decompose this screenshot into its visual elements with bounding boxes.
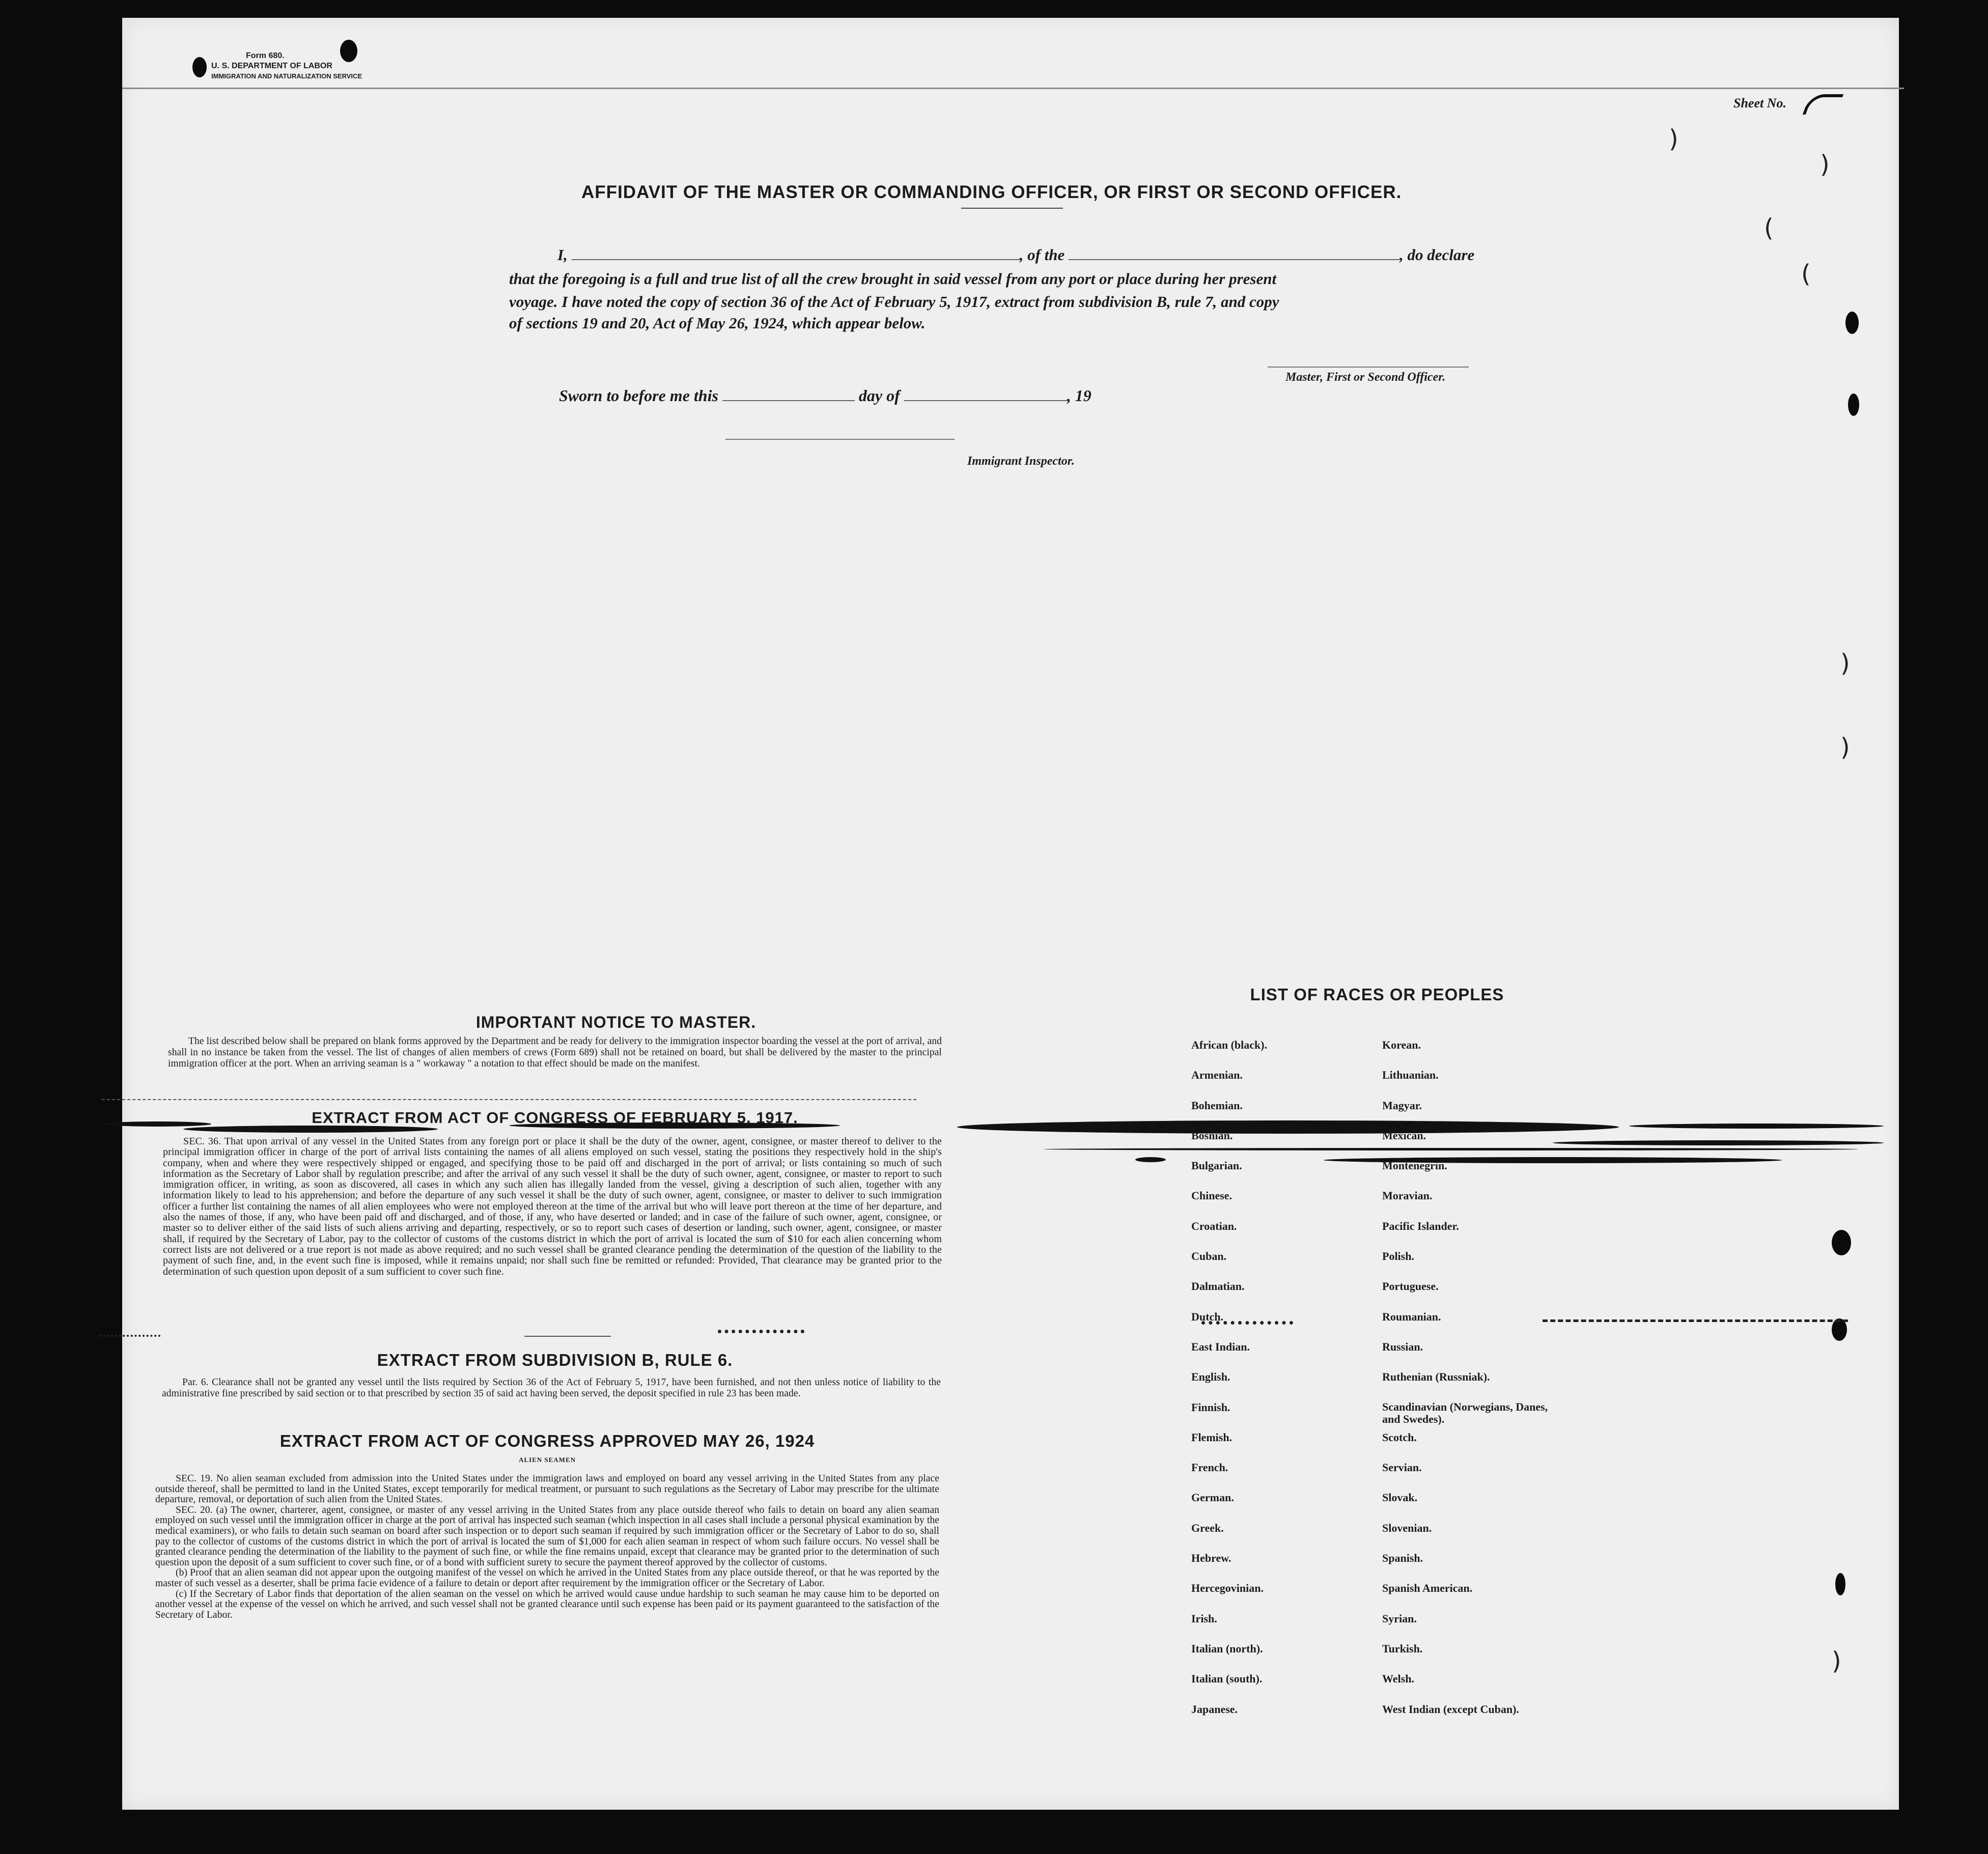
- race-item: Chinese.: [1191, 1189, 1233, 1202]
- form-header: [211, 51, 364, 81]
- race-item: Montenegrin.: [1382, 1159, 1447, 1172]
- vessel-name-field[interactable]: [1069, 256, 1399, 260]
- races-left-column: [1191, 1038, 1375, 1733]
- title-underline: [961, 208, 1063, 209]
- race-item: Croatian.: [1191, 1219, 1237, 1232]
- sec20c-text: (c) If the Secretary of Labor finds that deportation of the alien seaman on the vessel on which he arrived would cause undue hardship to such seaman he may cause him to be deported on another vessel at the expense of the vessel on which he arrived, and such vessel shall not be granted clearance until such expense has been paid or its payment guaranteed to the satisfaction of the Secretary of Labor.: [155, 1588, 939, 1620]
- race-item: Welsh.: [1382, 1672, 1414, 1686]
- extract-1917-body: [163, 1136, 942, 1277]
- race-item: Korean.: [1382, 1038, 1421, 1051]
- race-item: Portuguese.: [1382, 1280, 1439, 1293]
- binder-mark: ): [1820, 150, 1830, 179]
- races-title: LIST OF RACES OR PEOPLES: [1250, 985, 1504, 1004]
- dotted-tear: [99, 1335, 160, 1338]
- race-item: Flemish.: [1191, 1430, 1233, 1444]
- race-item: Scandinavian (Norwegians, Danes, and Swedes).: [1382, 1400, 1548, 1425]
- punch-hole: [1832, 1230, 1851, 1255]
- race-item: Servian.: [1382, 1461, 1422, 1474]
- race-item: East Indian.: [1191, 1340, 1250, 1353]
- race-item: Slovak.: [1382, 1491, 1418, 1504]
- race-item: Japanese.: [1191, 1702, 1238, 1716]
- races-right-column: [1382, 1038, 1555, 1733]
- race-item: Slovenian.: [1382, 1521, 1432, 1534]
- binder-mark: ): [1840, 649, 1850, 678]
- punch-hole: [1845, 312, 1859, 334]
- notice-body: [168, 1036, 942, 1070]
- section-divider: [524, 1336, 611, 1337]
- extract-1924-title: EXTRACT FROM ACT OF CONGRESS APPROVED MAY 26, 1924: [279, 1431, 815, 1450]
- form-number: Form 680.: [246, 51, 285, 60]
- race-item: Lithuanian.: [1382, 1069, 1439, 1082]
- race-item: Magyar.: [1382, 1099, 1422, 1112]
- race-item: Roumanian.: [1382, 1310, 1441, 1323]
- binder-mark: (: [1801, 260, 1811, 288]
- sworn-month-field[interactable]: [904, 397, 1067, 401]
- race-item: Armenian.: [1191, 1069, 1243, 1082]
- race-item: German.: [1191, 1491, 1234, 1504]
- race-item: French.: [1191, 1461, 1228, 1474]
- race-item: Moravian.: [1382, 1189, 1433, 1202]
- dotted-tear: [1543, 1319, 1848, 1324]
- affidavit-line-2: that the foregoing is a full and true list of all the crew brought in said vessel from any port or place during her present: [509, 270, 1277, 288]
- of-the-label: , of the: [1019, 246, 1065, 264]
- race-item: Bosnian.: [1191, 1129, 1233, 1142]
- affiant-prefix: I,: [557, 246, 568, 264]
- race-item: Bohemian.: [1191, 1099, 1243, 1112]
- rule6-text: Par. 6. Clearance shall not be granted any vessel until the lists required by Section 36 of the Act of February 5, 1917, have been furnished, and not then unless notice of liability to the administrative fine prescribed by said section or to that prescribed by section 35 of said act having been served, the deposit specified in rule 23 has been made.: [162, 1377, 941, 1399]
- rule6-body: [162, 1377, 941, 1399]
- dotted-tear: [718, 1330, 804, 1335]
- sworn-year: , 19: [1067, 386, 1091, 405]
- race-item: Dutch.: [1191, 1310, 1223, 1323]
- race-item: African (black).: [1191, 1038, 1268, 1051]
- race-item: Dalmatian.: [1191, 1280, 1245, 1293]
- race-item: Cuban.: [1191, 1250, 1227, 1263]
- race-item: Spanish.: [1382, 1552, 1423, 1565]
- affidavit-line-4: of sections 19 and 20, Act of May 26, 1924, which appear below.: [509, 314, 926, 332]
- service-name: IMMIGRATION AND NATURALIZATION SERVICE: [211, 72, 362, 80]
- department-name: U. S. DEPARTMENT OF LABOR: [211, 62, 332, 70]
- binder-mark: ): [1840, 733, 1850, 762]
- sec36-text: SEC. 36. That upon arrival of any vessel in the United States from any foreign port or place it shall be the duty of the owner, agent, consignee, or master thereof to deliver to the principal immigration officer in charge of the port of arrival lists containing the names of all aliens employed on such vessel, stating the positions they respectively hold in the ship's company, when and where they were respectively shipped or engaged, and specifying those to be paid off and discharged in the port of arrival; or lists containing so much of such information as the Secretary of Labor shall by regulation prescribe; and after the arrival of any such vessel it shall be the duty of such owner, agent, consignee, or master to report to such immigration officer, in writing, as soon as discovered, all cases in which any such alien has illegally landed from the vessel, giving a description of such alien, together with any information likely to lead to his apprehension; and before the departure of any such vessel it shall be the duty of such owner, agent, consignee, or master to deliver to such immigration officer a further list containing the names of all alien employees who were not employed thereon at the time of the arrival but who will leave port thereon at the time of her departure, and also the names of those, if any, who have been paid off and discharged, and of those, if any, who have deserted or landed; and in case of the failure of such owner, agent, consignee, or master so to deliver either of the said lists of such aliens arriving and departing, respectively, or so to report such cases of desertion or landing, such owner, agent, consignee, or master shall, if required by the Secretary of Labor, pay to the collector of customs of the customs district in which the port of arrival is located the sum of $10 for each alien concerning whom correct lists are not delivered or a true report is not made as above required; and no such vessel shall be granted clearance pending the determination of the question of the liability to the payment of such fine, and, in the event such fine is imposed, while it remains unpaid; nor shall such fine be remitted or refunded: Provided, That clearance may be granted prior to the determination of such question upon deposit of a sum sufficient to cover such fine.: [163, 1136, 942, 1277]
- declare-label: , do declare: [1399, 246, 1475, 264]
- race-item: Russian.: [1382, 1340, 1423, 1353]
- notice-title: IMPORTANT NOTICE TO MASTER.: [475, 1013, 757, 1031]
- affiant-name-field[interactable]: [572, 256, 1020, 260]
- binder-mark: ): [1669, 125, 1678, 153]
- race-item: Italian (north).: [1191, 1642, 1263, 1655]
- sec20a-text: SEC. 20. (a) The owner, charterer, agent, consignee, or master of any vessel arriving in the United States from any place outside thereof who fails to detain on board any alien seaman employed on such vessel until the immigration officer in charge at the port of arrival has inspected such seaman (which inspection in all cases shall include a personal physical examination by the medical examiners), or who fails to detain such seaman on board after such inspection or to deport such seaman if required by such immigration officer or the Secretary of Labor to do so, shall pay to the collector of customs of the customs district in which the port of arrival is located the sum of $1,000 for each alien seaman in respect of whom such failure occurs. No vessel shall be granted clearance pending the determination of the liability to the payment of such fine, or while the fine remains unpaid, except that clearance may be granted prior to the determination of such question upon the deposit of a sum sufficient to cover such fine, or of a bond with sufficient surety to secure the payment thereof approved by the collector of customs.: [155, 1504, 939, 1568]
- extract-1924-body: [155, 1474, 939, 1620]
- officer-caption: Master, First or Second Officer.: [1285, 371, 1446, 384]
- officer-signature-line[interactable]: [1268, 367, 1469, 368]
- race-item: Bulgarian.: [1191, 1159, 1242, 1172]
- race-item: Turkish.: [1382, 1642, 1423, 1655]
- sworn-prefix: Sworn to before me this: [559, 386, 718, 405]
- race-item: Spanish American.: [1382, 1582, 1473, 1595]
- alien-seamen-subtitle: ALIEN SEAMEN: [518, 1456, 576, 1464]
- race-item: Mexican.: [1382, 1129, 1426, 1142]
- race-item: Irish.: [1191, 1612, 1217, 1625]
- race-item: Hebrew.: [1191, 1552, 1231, 1565]
- race-item: Finnish.: [1191, 1400, 1230, 1414]
- binder-mark: (: [1764, 214, 1774, 242]
- race-item: Hercegovinian.: [1191, 1582, 1264, 1595]
- race-item: Pacific Islander.: [1382, 1219, 1459, 1232]
- race-item: Ruthenian (Russniak).: [1382, 1370, 1490, 1384]
- affidavit-title: AFFIDAVIT OF THE MASTER OR COMMANDING OFFICER, OR FIRST OR SECOND OFFICER.: [581, 182, 1402, 202]
- race-item: Greek.: [1191, 1521, 1224, 1534]
- sheet-number-label: Sheet No.: [1733, 96, 1786, 110]
- sworn-day-of: day of: [858, 386, 900, 405]
- punch-hole: [1848, 394, 1859, 416]
- race-item: Scotch.: [1382, 1430, 1417, 1444]
- race-item: Syrian.: [1382, 1612, 1417, 1625]
- sec20b-text: (b) Proof that an alien seaman did not appear upon the outgoing manifest of the vessel on which he arrived in the United States from any place outside thereof, or that he was reported by the master of such vessel as a deserter, shall be prima facie evidence of a failure to detain or deport after requirement by the immigration officer or the Secretary of Labor.: [155, 1567, 939, 1589]
- sworn-line: [559, 384, 1221, 407]
- race-item: English.: [1191, 1370, 1230, 1384]
- rule6-title: EXTRACT FROM SUBDIVISION B, RULE 6.: [377, 1351, 733, 1369]
- extract-1917-title: EXTRACT FROM ACT OF CONGRESS OF FEBRUARY 5, 1917.: [312, 1109, 798, 1127]
- race-item: Polish.: [1382, 1250, 1414, 1263]
- binder-mark: ): [1832, 1647, 1841, 1675]
- sec19-text: SEC. 19. No alien seaman excluded from admission into the United States under the immigration laws and employed on board any vessel arriving in the United States from any place outside thereof, shall be permitted to land in the United States, except temporarily for medical treatment, or pursuant to such regulations as the Secretary of Labor may prescribe for the ultimate departure, removal, or deportation of such alien from the United States.: [155, 1473, 939, 1505]
- punch-hole: [192, 57, 207, 77]
- punch-hole: [1835, 1573, 1845, 1595]
- sworn-day-field[interactable]: [722, 397, 855, 401]
- race-item: West Indian (except Cuban).: [1382, 1702, 1519, 1716]
- affidavit-line-3: voyage. I have noted the copy of section 36 of the Act of February 5, 1917, extract from subdivision B, rule 7, and copy: [509, 293, 1279, 311]
- inspector-signature-line[interactable]: [725, 439, 955, 440]
- affidavit-line-1: [557, 243, 1515, 266]
- notice-text: The list described below shall be prepared on blank forms approved by the Department and be ready for delivery to the immigration inspector boarding the vessel at the port of arrival, and shall in no instance be taken from the vessel. The list of changes of alien members of crews (Form 689) shall not be retained on board, but shall be delivered by the master to the principal immigration officer at the port. When an arriving seaman is a " workaway " a notation to that effect should be made on the manifest.: [168, 1036, 942, 1069]
- race-item: Italian (south).: [1191, 1672, 1263, 1686]
- inspector-caption: Immigrant Inspector.: [967, 455, 1075, 468]
